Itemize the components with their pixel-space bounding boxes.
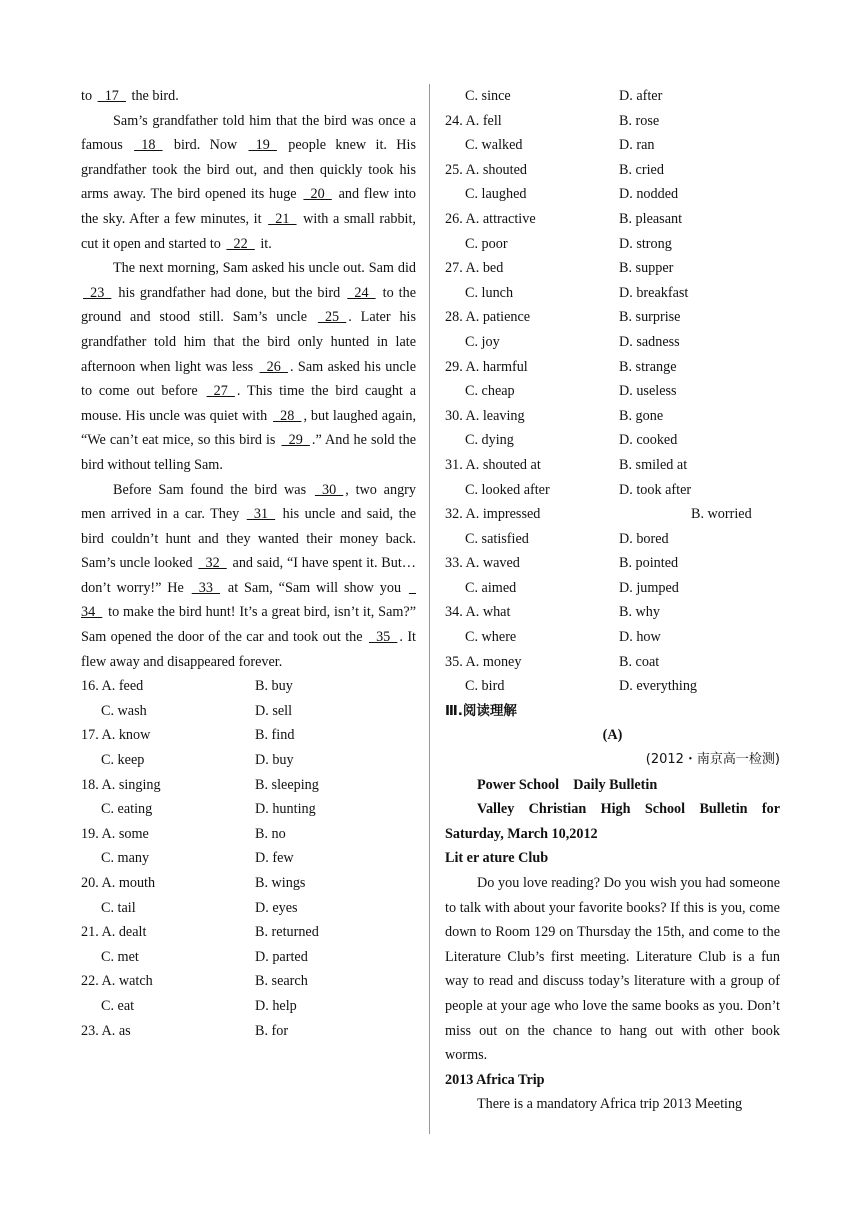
option-row (445, 182, 780, 207)
option-row (81, 969, 416, 994)
option-a-or-c: 31. A. shouted at (445, 456, 541, 473)
option-a-or-c: 26. A. attractive (445, 210, 536, 227)
option-row (445, 502, 780, 527)
option-b-or-d: D. cooked (619, 432, 678, 449)
story-text: people knew it. His grandfather took the bird out, and then quickly took his arms away. The bird opened its huge (81, 137, 416, 203)
option-a-or-c: 17. A. know (81, 727, 151, 744)
blank-33: 33 (191, 579, 221, 596)
blank-32: 32 (198, 555, 227, 572)
option-row (445, 527, 780, 552)
story-text: .” And he sold the bird without telling Sam. (81, 432, 416, 473)
option-b-or-d: B. strange (619, 358, 677, 375)
option-row (445, 133, 780, 158)
option-b-or-d: D. sell (255, 702, 293, 719)
story-paragraph-4 (81, 478, 416, 675)
blank-26: 26 (259, 358, 288, 375)
option-a-or-c: 21. A. dealt (81, 924, 147, 941)
option-row (445, 625, 780, 650)
option-b-or-d: B. rose (619, 112, 660, 129)
option-row (445, 330, 780, 355)
option-row (81, 1019, 416, 1044)
passage-label: (A) (602, 727, 623, 744)
left-column (81, 84, 416, 1043)
blank-31: 31 (246, 506, 276, 523)
option-a-or-c: 33. A. waved (445, 555, 520, 572)
option-a-or-c: 16. A. feed (81, 678, 144, 695)
option-row (81, 846, 416, 871)
option-row (81, 920, 416, 945)
option-a-or-c: C. many (101, 850, 150, 867)
option-row (445, 158, 780, 183)
option-a-or-c: C. looked after (465, 481, 550, 498)
option-a-or-c: C. keep (101, 752, 145, 769)
option-b-or-d: B. cried (619, 161, 664, 178)
option-b-or-d: B. pointed (619, 555, 679, 572)
option-row (445, 576, 780, 601)
option-b-or-d: D. help (255, 997, 297, 1014)
option-b-or-d: D. sadness (619, 333, 680, 350)
option-a-or-c: C. eating (101, 801, 153, 818)
story-text: The next morning, Sam asked his uncle out. Sam did (113, 260, 416, 277)
option-a-or-c: 35. A. money (445, 653, 522, 670)
story-text: at Sam, “Sam will show you (222, 579, 407, 596)
blank-22: 22 (226, 235, 255, 252)
story-text: his grandfather had done, but the bird (113, 284, 346, 301)
blank-29: 29 (281, 432, 310, 449)
bulletin-subtitle: Valley Christian High School Bulletin for Saturday, March 10,2012 (445, 801, 780, 842)
option-b-or-d: B. smiled at (619, 456, 688, 473)
option-a-or-c: 19. A. some (81, 825, 149, 842)
option-a-or-c: 24. A. fell (445, 112, 502, 129)
bulletin-title: Power School Daily Bulletin (477, 776, 658, 793)
story-text: Before Sam found the bird was (113, 481, 313, 498)
story-text: it. (256, 235, 272, 252)
option-row (445, 478, 780, 503)
option-a-or-c: 22. A. watch (81, 973, 153, 990)
option-a-or-c: C. poor (465, 235, 508, 252)
option-b-or-d: B. sleeping (255, 776, 319, 793)
option-row (445, 379, 780, 404)
option-a-or-c: C. joy (465, 333, 500, 350)
literature-club-heading: Lit er ature Club (445, 850, 549, 867)
option-row (445, 109, 780, 134)
option-row (445, 404, 780, 429)
africa-trip-text: There is a mandatory Africa trip 2013 Meeting (477, 1096, 743, 1113)
option-row (445, 256, 780, 281)
option-a-or-c: C. laughed (465, 186, 527, 203)
blank-20: 20 (303, 186, 332, 203)
option-row (81, 699, 416, 724)
option-b-or-d: D. few (255, 850, 294, 867)
option-b-or-d: B. buy (255, 678, 293, 695)
option-a-or-c: C. cheap (465, 383, 515, 400)
option-b-or-d: B. no (255, 825, 286, 842)
option-a-or-c: C. walked (465, 137, 523, 154)
blank-25: 25 (317, 309, 347, 326)
option-b-or-d: B. surprise (619, 309, 681, 326)
option-a-or-c: C. bird (465, 678, 505, 695)
story-text: . Later his grandfather told him that the bird only hunted in late afternoon when light was less (81, 309, 416, 375)
option-a-or-c: C. satisfied (465, 530, 529, 547)
column-divider (429, 84, 430, 1134)
option-row (81, 773, 416, 798)
option-row (445, 650, 780, 675)
story-paragraph-2 (81, 109, 416, 257)
blank-19: 19 (248, 137, 277, 154)
blank-23: 23 (83, 284, 112, 301)
story-paragraph-1 (81, 84, 416, 109)
option-row (81, 871, 416, 896)
right-column (445, 84, 780, 1117)
option-row (445, 674, 780, 699)
option-a-or-c: C. tail (101, 899, 136, 916)
option-b-or-d: D. parted (255, 948, 308, 965)
option-b-or-d: D. useless (619, 383, 677, 400)
option-a-or-c: 28. A. patience (445, 309, 531, 326)
option-a-or-c: C. since (465, 88, 511, 104)
option-b-or-d: D. eyes (255, 899, 298, 916)
option-a-or-c: 29. A. harmful (445, 358, 528, 375)
story-text: to (81, 88, 96, 104)
option-b-or-d: D. everything (619, 678, 698, 695)
option-b-or-d: D. ran (619, 137, 655, 154)
option-b-or-d: B. search (255, 973, 308, 990)
option-row (445, 355, 780, 380)
blank-21: 21 (268, 210, 297, 227)
option-row (445, 551, 780, 576)
story-paragraph-3 (81, 256, 416, 477)
story-text: , but laughed again, “We can’t eat mice, so this bird is (81, 407, 416, 449)
option-b-or-d: B. returned (255, 924, 319, 941)
story-text: Sam’s grandfather told him that the bird was once a famous (81, 112, 416, 154)
option-a-or-c: C. aimed (465, 579, 517, 596)
story-text: and said, “I have spent it. But… don’t worry!” He (81, 555, 416, 596)
option-b-or-d: D. jumped (619, 579, 679, 596)
story-text: with a small rabbit, cut it open and started to (81, 210, 416, 252)
blank-17: 17 (97, 88, 126, 104)
option-b-or-d: D. bored (619, 530, 669, 547)
option-a-or-c: 23. A. as (81, 1022, 131, 1039)
story-text: to the ground and stood still. Sam’s uncle (81, 284, 416, 326)
passage-source: (2012・南京高一检测) (645, 752, 780, 768)
option-a-or-c: C. lunch (465, 284, 514, 301)
option-a-or-c: C. eat (101, 997, 135, 1014)
blank-35: 35 (368, 629, 398, 646)
option-b-or-d: B. gone (619, 407, 664, 424)
option-b-or-d: D. buy (255, 752, 294, 769)
option-b-or-d: B. coat (619, 653, 660, 670)
section-title: Ⅲ.阅读理解 (445, 702, 517, 719)
option-b-or-d: D. breakfast (619, 284, 689, 301)
option-row (445, 305, 780, 330)
option-a-or-c: C. met (101, 948, 139, 965)
option-b-or-d: D. strong (619, 235, 672, 252)
answer-options-right (445, 84, 780, 699)
story-text: , two angry men arrived in a car. They (81, 481, 416, 523)
option-row (81, 896, 416, 921)
option-a-or-c: 25. A. shouted (445, 161, 527, 178)
option-b-or-d: D. took after (619, 481, 692, 498)
literature-club-text: Do you love reading? Do you wish you had someone to talk with about your favorite books? If this is you, come down to Room 129 on Thursday the 15th, and come to the Literature Club’s first meeting. Literature Club is a fun way to read and discuss today’s literature with a group of people at your age who love the same books as you. Don’t miss out on the chance to hang out with other book worms. (445, 875, 780, 1064)
option-row (445, 84, 780, 109)
story-text: and flew into the sky. After a few minutes, it (81, 186, 416, 227)
option-a-or-c: C. where (465, 629, 517, 646)
option-b-or-d: B. supper (619, 260, 674, 277)
option-row (81, 994, 416, 1019)
option-b-or-d: B. for (255, 1022, 289, 1039)
story-text: . It flew away and disappeared forever. (81, 629, 416, 670)
option-a-or-c: 32. A. impressed (445, 506, 541, 523)
option-row (445, 207, 780, 232)
blank-24: 24 (347, 284, 376, 301)
option-b-or-d: D. after (619, 88, 663, 104)
option-b-or-d: B. worried (691, 506, 752, 523)
option-a-or-c: 20. A. mouth (81, 875, 156, 891)
option-b-or-d: B. find (255, 727, 295, 744)
option-a-or-c: 30. A. leaving (445, 407, 525, 424)
blank-18: 18 (134, 137, 163, 154)
story-text: bird. Now (164, 137, 247, 154)
option-row (445, 600, 780, 625)
option-a-or-c: 18. A. singing (81, 776, 161, 793)
option-b-or-d: D. hunting (255, 801, 316, 818)
blank-28: 28 (273, 407, 302, 424)
story-text: . This time the bird caught a mouse. His uncle was quiet with (81, 383, 417, 424)
option-b-or-d: B. pleasant (619, 210, 683, 227)
option-a-or-c: C. wash (101, 702, 147, 719)
option-row (81, 674, 416, 699)
blank-34: 34 (81, 579, 416, 621)
option-row (81, 723, 416, 748)
option-a-or-c: C. dying (465, 432, 514, 449)
story-text: the bird. (127, 88, 179, 104)
story-text: his uncle and said, the bird couldn’t hunt and they wanted their money back. Sam’s uncle looked (81, 506, 416, 572)
answer-options-left (81, 674, 416, 1043)
story-text: . Sam asked his uncle to come out before (81, 358, 417, 400)
blank-30: 30 (314, 481, 344, 498)
blank-27: 27 (206, 383, 235, 400)
option-b-or-d: B. why (619, 604, 660, 621)
option-b-or-d: B. wings (255, 875, 306, 891)
option-row (445, 453, 780, 478)
story-text: to make the bird hunt! It’s a great bird, isn’t it, Sam?” Sam opened the door of the car and took out the (81, 604, 416, 646)
option-row (445, 428, 780, 453)
option-b-or-d: D. nodded (619, 186, 679, 203)
option-row (81, 945, 416, 970)
option-a-or-c: 34. A. what (445, 604, 511, 621)
option-row (81, 748, 416, 773)
option-a-or-c: 27. A. bed (445, 260, 504, 277)
option-row (81, 822, 416, 847)
option-row (445, 232, 780, 257)
africa-trip-heading: 2013 Africa Trip (445, 1071, 545, 1088)
option-b-or-d: D. how (619, 629, 661, 646)
option-row (445, 281, 780, 306)
option-row (81, 797, 416, 822)
